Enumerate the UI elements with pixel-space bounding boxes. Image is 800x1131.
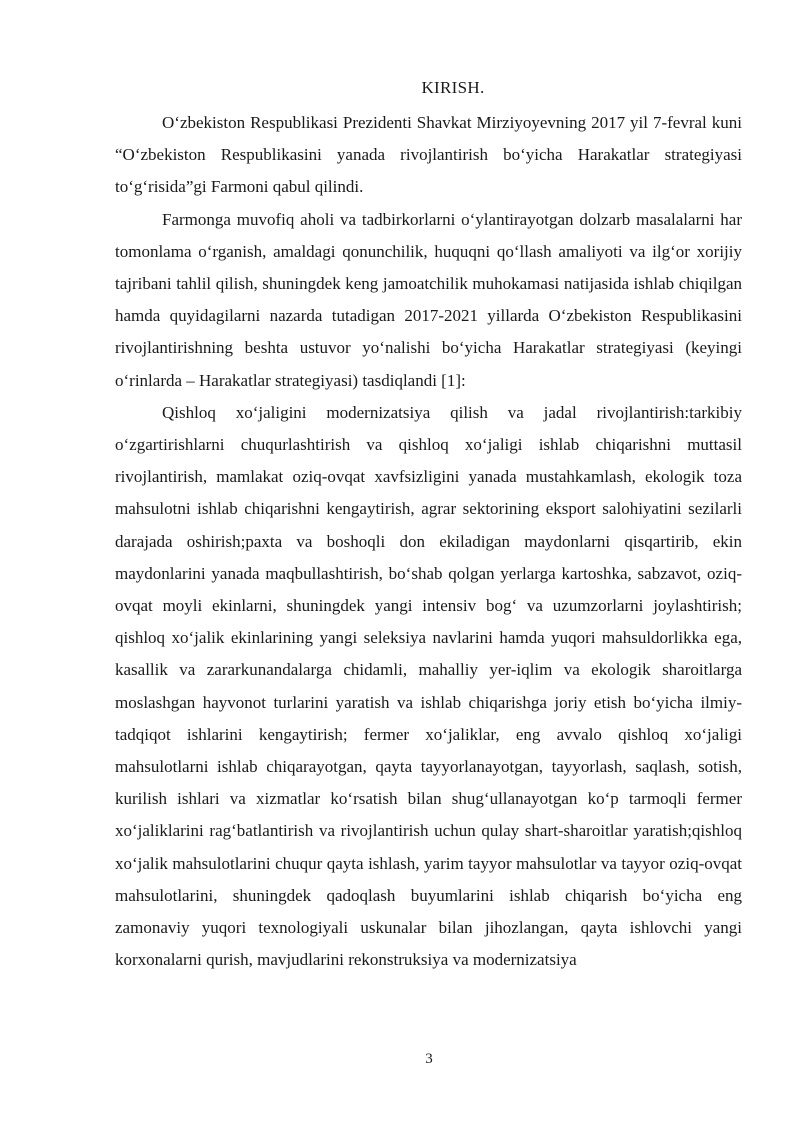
paragraph-3: Qishloq xo‘jaligini modernizatsiya qilish va jadal rivojlantirish:tarkibiy o‘zgartirishlarni chuqurlashtirish va qishloq xo‘jaligi ishlab chiqarishni muttasil rivojlantirish, mamlakat oziq-ovqat xavfsizligini yanada mustahkamlash, ekologik toza mahsulotni ishlab chiqarishni kengaytirish, agrar sektorining eksport salohiyatini sezilarli darajada oshirish;paxta va boshoqli don ekiladigan maydonlarni qisqartirib, ekin maydonlarini yanada maqbullashtirish, bo‘shab qolgan yerlarga kartoshka, sabzavot, oziq-ovqat moyli ekinlarni, shuningdek yangi intensiv bog‘ va uzumzorlarni joylashtirish; qishloq xo‘jalik ekinlarining yangi seleksiya navlarini hamda yuqori mahsuldorlikka ega, kasallik va zararkunandalarga chidamli, mahalliy yer-iqlim va ekologik sharoitlarga moslashgan hayvonot turlarini yaratish va ishlab chiqarishga joriy etish bo‘yicha ilmiy-tadqiqot ishlarini kengaytirish; fermer xo‘jaliklar, eng avvalo qishloq xo‘jaligi mahsulotlarni ishlab chiqarayotgan, qayta tayyorlanayotgan, tayyorlash, saqlash, sotish, kurilish ishlari va xizmatlar ko‘rsatish bilan shug‘ullanayotgan ko‘p tarmoqli fermer xo‘jaliklarini rag‘batlantirish va rivojlantirish uchun qulay shart-sharoitlar yaratish;qishloq xo‘jalik mahsulotlarini chuqur qayta ishlash, yarim tayyor mahsulotlar va tayyor oziq-ovqat mahsulotlarini, shuningdek qadoqlash buyumlarini ishlab chiqarish bo‘yicha eng zamonaviy yuqori texnologiyali uskunalar bilan jihozlangan, qayta ishlovchi yangi korxonalarni qurish, mavjudlarini rekonstruksiya va modernizatsiya (115, 402, 742, 970)
page-number: 3 (425, 1051, 433, 1067)
paragraph-2: Farmonga muvofiq aholi va tadbirkorlarni o‘ylantirayotgan dolzarb masalalarni har tomonlama o‘rganish, amaldagi qonunchilik, huquqni qo‘llash amaliyoti va ilg‘or xorijiy tajribani tahlil qilish, shuningdek keng jamoatchilik muhokamasi natijasida ishlab chiqilgan hamda quyidagilarni nazarda tutadigan 2017-2021 yillarda O‘zbekiston Respublikasini rivojlantirishning beshta ustuvor yo‘nalishi bo‘yicha Harakatlar strategiyasi (keyingi o‘rinlarda – Harakatlar strategiyasi) tasdiqlandi [1]: (115, 209, 742, 390)
section-title: KIRISH. (421, 78, 485, 97)
paragraph-1: O‘zbekiston Respublikasi Prezidenti Shavkat Mirziyoyevning 2017 yil 7-fevral kuni “O‘zbekiston Respublikasini yanada rivojlantirish bo‘yicha Harakatlar strategiyasi to‘g‘risida”gi Farmoni qabul qilindi. (115, 113, 742, 197)
document-body (115, 107, 742, 976)
